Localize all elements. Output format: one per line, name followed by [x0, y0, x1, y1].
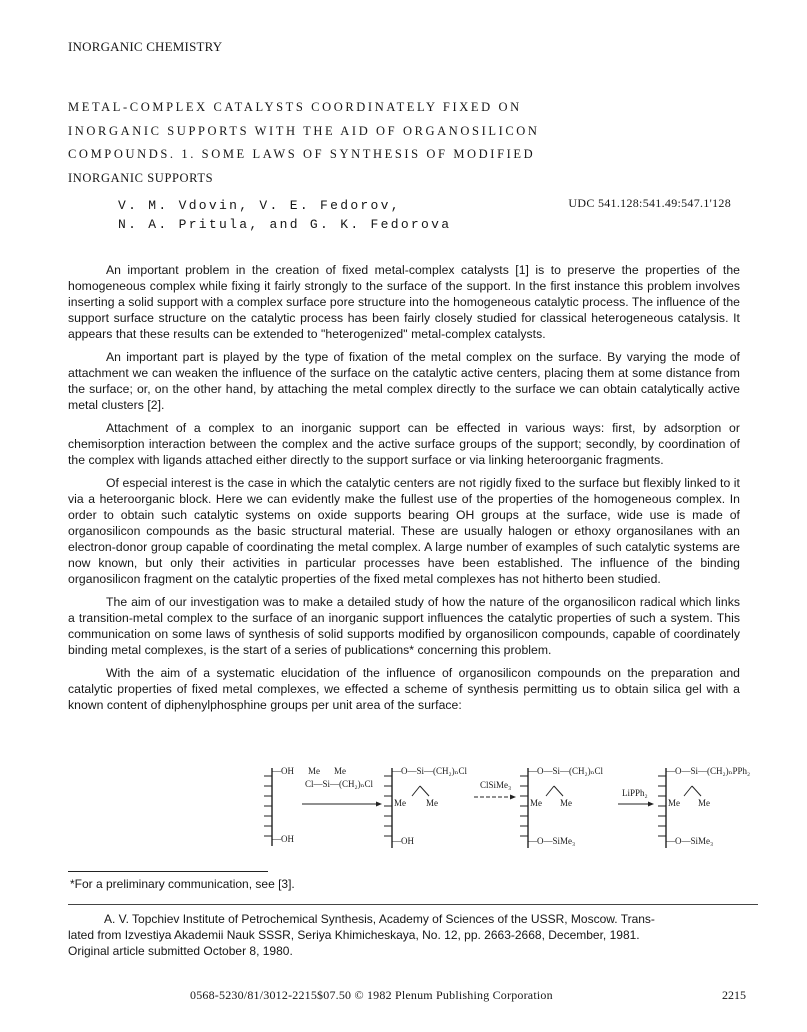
- reagent-3: LiPPh₂: [622, 788, 648, 798]
- reagent-1-methyl: Me: [308, 766, 320, 776]
- surface-2-methyl: Me: [426, 798, 438, 808]
- surface-3-top-group: —O—Si—(CH₂)ₙCl: [528, 766, 604, 776]
- reagent-1: Cl—Si—(CH₂)ₙCl: [305, 779, 374, 789]
- scheme-diagram: [248, 762, 768, 858]
- author-line: V. M. Vdovin, V. E. Fedorov,: [118, 198, 401, 213]
- affiliation-line: A. V. Topchiev Institute of Petrochemical Synthesis, Academy of Sciences of the USSR, Moscow. Trans-: [104, 912, 655, 926]
- reaction-arrow-1-head: [376, 802, 382, 807]
- body-paragraph: Attachment of a complex to an inorganic support can be effected in various ways: first, by adsorption or chemisorption interaction between the complex and the active surface groups of the support; secondly, by coordination of the complex with ligands attached either directly to the support surface or via linking heteroorganic fragments.: [68, 421, 740, 467]
- surface-3-methyl: Me: [560, 798, 572, 808]
- copyright-footer: 0568-5230/81/3012-2215$07.50 © 1982 Plenum Publishing Corporation: [190, 988, 553, 1002]
- surface-1-bottom-group: —OH: [272, 834, 294, 844]
- author-line: N. A. Pritula, and G. K. Fedorova: [118, 217, 452, 232]
- reagent-1-methyl: Me: [334, 766, 346, 776]
- bond-line: [412, 786, 420, 796]
- silica-surface-1: [264, 768, 272, 846]
- page-number: 2215: [722, 988, 746, 1002]
- bond-line: [546, 786, 554, 796]
- body-paragraph: The aim of our investigation was to make a detailed study of how the nature of the organosilicon radical which links a transition-metal complex to the surface of an inorganic support influences the catalytic properties of such a system. This communication on some laws of synthesis of solid supports modified by organosilicon compounds, capable of coordinately binding metal complexes, is the start of a series of publications* concerning this problem.: [68, 595, 740, 657]
- section-heading: INORGANIC CHEMISTRY: [68, 39, 223, 54]
- silica-surface-3: [520, 768, 528, 848]
- affiliation-line: Original article submitted October 8, 1980.: [68, 944, 293, 958]
- title-line: COMPOUNDS. 1. SOME LAWS OF SYNTHESIS OF MODIFIED: [68, 147, 536, 161]
- bond-line: [684, 786, 692, 796]
- surface-4-top-group: —O—Si—(CH₂)ₙPPh₂: [666, 766, 751, 776]
- body-paragraph: An important part is played by the type of fixation of the metal complex on the surface. By varying the mode of attachment we can weaken the influence of the surface on the catalytic active centers, placing them at some distance from the surface; or, on the other hand, by attaching the metal complex directly to the surface we can obtain catalytically active metal clusters [2].: [68, 350, 740, 412]
- footnote-divider: [68, 871, 268, 872]
- affiliation-divider: [68, 904, 758, 905]
- body-paragraph: With the aim of a systematic elucidation of the influence of organosilicon compounds on the preparation and catalytic properties of fixed metal complexes, we effected a scheme of synthesis permitting us to obtain silica gel with a known content of diphenylphosphine groups per unit area of the surface:: [68, 666, 740, 712]
- surface-3-methyl: Me: [530, 798, 542, 808]
- body-paragraph: An important problem in the creation of fixed metal-complex catalysts [1] is to preserve the properties of the homogeneous complex while fixing it fairly strongly to the surface of the support. In the first instance this problem involves inserting a solid support with a complex surface pore structure into the homogeneous catalytic process. The influence of the support surface structure on the catalytic process has been fairly closely studied for classical heterogeneous catalysis. It appears that these results can be extended to "heterogenized" metal-complex catalysts.: [68, 263, 740, 341]
- article-title: [68, 96, 668, 190]
- surface-2-top-group: —O—Si—(CH₂)ₙCl: [392, 766, 468, 776]
- surface-2-methyl: Me: [394, 798, 406, 808]
- title-line: INORGANIC SUPPORTS WITH THE AID OF ORGANOSILICON: [68, 123, 540, 138]
- udc-code: UDC 541.128:541.49:547.1'128: [568, 196, 731, 210]
- reaction-arrow-3-head: [648, 802, 654, 807]
- bond-line: [554, 786, 563, 796]
- title-line: METAL-COMPLEX CATALYSTS COORDINATELY FIXED ON: [68, 100, 522, 114]
- affiliation-note: [68, 911, 754, 959]
- body-paragraph: Of especial interest is the case in which the catalytic centers are not rigidly fixed to the surface but flexibly linked to it via a heteroorganic block. Here we can evidently make the fullest use of the properties of the homogeneous complex. In order to obtain such catalytic systems on oxide supports bearing OH groups at the surface, wide use is made of organosilicon compounds as the basic structural material. These are usually halogen or ethoxy organosilanes with an electron-donor group capable of coordinating the metal complex. A large number of examples of such catalytic systems are now known, but only their activities in particular processes have been established. The influence of the binding organosilicon fragment on the catalytic properties of the fixed metal complexes has not hitherto been studied.: [68, 476, 740, 586]
- surface-4-methyl: Me: [698, 798, 710, 808]
- surface-2-bottom-group: —OH: [392, 836, 414, 846]
- reaction-arrow-2-head: [510, 795, 516, 800]
- bond-line: [692, 786, 701, 796]
- surface-1-top-group: —OH: [272, 766, 294, 776]
- bond-line: [420, 786, 429, 796]
- footnote: *For a preliminary communication, see [3].: [70, 877, 295, 891]
- affiliation-line: lated from Izvestiya Akademii Nauk SSSR, Seriya Khimicheskaya, No. 12, pp. 2663-2668, December, 1981.: [68, 928, 640, 942]
- synthesis-scheme: [248, 762, 768, 858]
- author-list: [118, 196, 451, 234]
- surface-4-methyl: Me: [668, 798, 680, 808]
- silica-surface-2: [384, 768, 392, 848]
- surface-3-bottom-group: —O—SiMe₃: [528, 836, 576, 846]
- silica-surface-4: [658, 768, 666, 848]
- surface-4-bottom-group: —O—SiMe₃: [666, 836, 714, 846]
- article-body: [68, 262, 740, 720]
- title-line: INORGANIC SUPPORTS: [68, 170, 214, 185]
- reagent-2: ClSiMe₃: [480, 780, 512, 790]
